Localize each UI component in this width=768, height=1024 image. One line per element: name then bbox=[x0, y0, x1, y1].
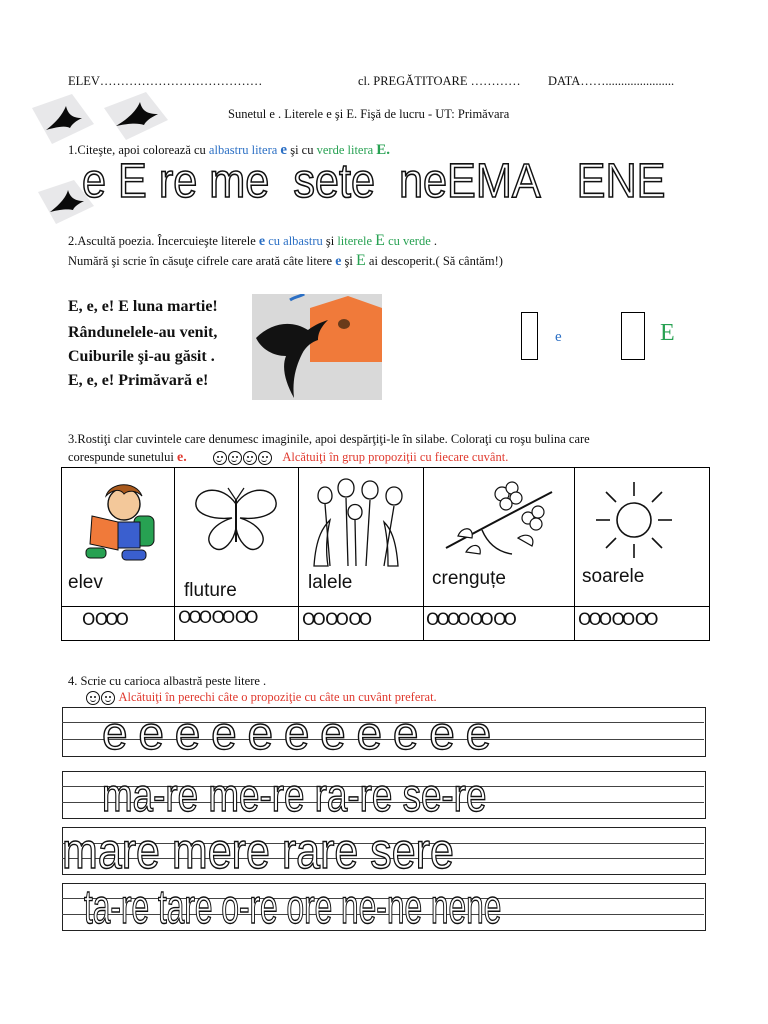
word-label: lalele bbox=[308, 572, 353, 593]
smiley-icon bbox=[243, 451, 257, 465]
smiley-icon bbox=[101, 691, 115, 705]
exercise-2-instruction-line1: 2.Ascultă poezia. Încercuieşte literele e cu albastru şi literele E cu verde . bbox=[68, 232, 437, 249]
word-label: soarele bbox=[582, 566, 645, 587]
syllable-circles[interactable]: OOOO OO OO bbox=[426, 610, 514, 630]
exercise-4-instruction-line2: Alcătuiţi în perechi câte o propoziţie cu câte un cuvânt preferat. bbox=[86, 690, 437, 705]
word-label: elev bbox=[68, 572, 103, 593]
poem bbox=[68, 295, 218, 393]
count-label-e: e bbox=[555, 329, 562, 345]
trace-row-e: e e e e e e e e e e e bbox=[102, 707, 492, 759]
worksheet-title: Sunetul e . Literele e şi E. Fişă de lucru - UT: Primăvara bbox=[228, 107, 510, 121]
syllable-circles[interactable]: OOO OO OO bbox=[578, 610, 656, 630]
exercise-4-instruction-line1: 4. Scrie cu carioca albastră peste litere . bbox=[68, 674, 267, 688]
word-label: fluture bbox=[184, 580, 237, 601]
poem-line: E, e, e! Primăvară e! bbox=[68, 372, 209, 389]
trace-row-syllables: ma-re me-re ra-re se-re bbox=[102, 769, 487, 821]
trace-row-mixed: ta-re tare o-re ore ne-ne nene bbox=[84, 881, 502, 934]
poem-line: Cuiburile şi-au găsit . bbox=[68, 348, 215, 365]
exercise-3-instruction-line1: 3.Rostiţi clar cuvintele care denumesc imaginile, apoi despărţiţi-le în silabe. Coloraţi cu roşu bulina care bbox=[68, 432, 590, 446]
exercise-3-instruction-line2: corespunde sunetului e. Alcătuiţi în grup propoziţii cu fiecare cuvânt. bbox=[68, 450, 509, 465]
outlined-letters-row: e E re me sete neEMA ENE bbox=[82, 155, 666, 208]
syllable-circles[interactable]: O OOO bbox=[82, 610, 126, 630]
smiley-icon bbox=[258, 451, 272, 465]
student-name-field: ELEV………………………………… bbox=[68, 74, 263, 88]
swallow-icon bbox=[32, 94, 94, 144]
exercise-2-instruction-line2: Numără şi scrie în căsuţe cifrele care arată câte litere e şi E ai descoperit.( Să cântăm!) bbox=[68, 252, 503, 269]
swallow-birdhouse-illustration bbox=[252, 294, 382, 400]
date-field: DATA……...................... bbox=[548, 74, 675, 88]
boy-reading-icon bbox=[78, 478, 162, 564]
count-label-E: E bbox=[660, 320, 675, 346]
smiley-icon bbox=[213, 451, 227, 465]
blossom-twig-icon bbox=[442, 478, 558, 562]
sun-icon bbox=[586, 476, 682, 562]
butterfly-icon bbox=[192, 484, 280, 554]
smiley-icon bbox=[228, 451, 242, 465]
poem-line: E, e, e! E luna martie! bbox=[68, 298, 218, 315]
count-box-E[interactable] bbox=[621, 312, 645, 360]
smiley-icon bbox=[86, 691, 100, 705]
poem-line: Rândunelele-au venit, bbox=[68, 324, 218, 341]
syllable-circles[interactable]: OOO OO OO bbox=[178, 608, 256, 628]
swallow-icon bbox=[104, 92, 168, 140]
exercise-1-instruction: 1.Citeşte, apoi colorează cu albastru litera e şi cu verde litera E. bbox=[68, 142, 391, 158]
word-label: crenguțe bbox=[432, 568, 506, 589]
picture-syllable-table bbox=[61, 467, 710, 641]
syllable-circles[interactable]: OO OO OO bbox=[302, 610, 370, 630]
trace-row-words: mare mere rare sere bbox=[62, 823, 454, 879]
count-box-e[interactable] bbox=[521, 312, 538, 360]
class-field: cl. PREGĂTITOARE ………… bbox=[358, 74, 521, 88]
tulips-icon bbox=[308, 476, 412, 568]
